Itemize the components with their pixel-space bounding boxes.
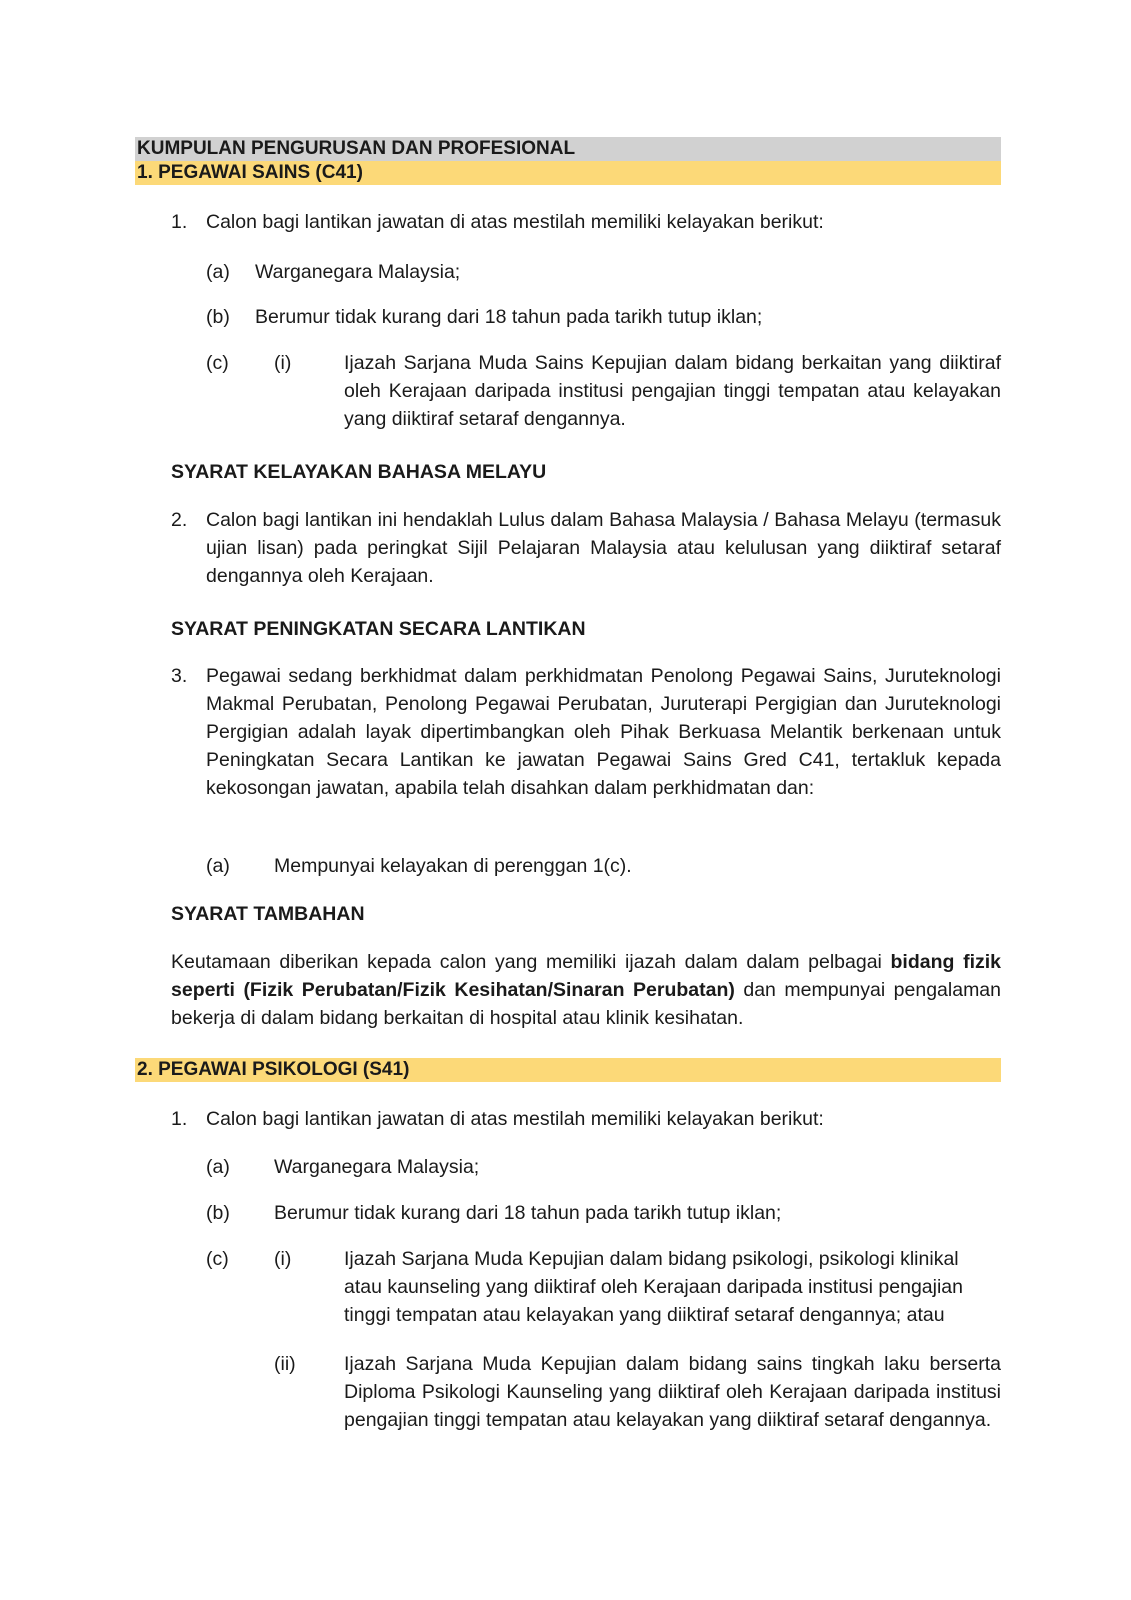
section2-title: 2. PEGAWAI PSIKOLOGI (S41) — [137, 1059, 410, 1080]
s2-a-label: (a) — [206, 1156, 230, 1178]
s2-ci-label: (i) — [274, 1248, 292, 1270]
s1-ci-label: (i) — [274, 352, 292, 374]
s1-item3-number: 3. — [171, 665, 188, 687]
group-title-bar — [135, 137, 1001, 161]
s1-a-text: Warganegara Malaysia; — [255, 261, 461, 283]
s1-extra-text-bold: bidang fizik seperti (Fizik Perubatan/Fizik Kesihatan/Sinaran Perubatan) — [171, 951, 1001, 1001]
s1-extra-text-1: Keutamaan diberikan kepada calon yang memiliki ijazah dalam dalam pelbagai — [171, 951, 891, 973]
s1-c-label: (c) — [206, 352, 229, 374]
s2-b-text: Berumur tidak kurang dari 18 tahun pada tarikh tutup iklan; — [274, 1202, 782, 1224]
s2-cii-label: (ii) — [274, 1353, 296, 1375]
s1-a-label: (a) — [206, 261, 230, 283]
s2-cii-text: Ijazah Sarjana Muda Kepujian dalam bidang sains tingkah laku berserta Diploma Psikologi Kaunseling yang diiktiraf oleh Kerajaan daripada institusi pengajian tinggi tempatan atau kelayakan yang diiktiraf setaraf dengannya. — [344, 1353, 1001, 1431]
s1-bm-heading: SYARAT KELAYAKAN BAHASA MELAYU — [171, 461, 547, 483]
s1-b-text: Berumur tidak kurang dari 18 tahun pada tarikh tutup iklan; — [255, 306, 763, 328]
s1-item3-text: Pegawai sedang berkhidmat dalam perkhidmatan Penolong Pegawai Sains, Juruteknologi Makmal Perubatan, Penolong Pegawai Perubatan, Juruterapi Pergigian dan Juruteknologi Pergigian adalah layak dipertimbangkan oleh Pihak Berkuasa Melantik berkenaan untuk Peningkatan Secara Lantikan ke jawatan Pegawai Sains Gred C41, tertakluk kepada kekosongan jawatan, apabila telah disahkan dalam perkhidmatan dan: — [206, 665, 1001, 799]
s2-item1-number: 1. — [171, 1108, 188, 1130]
section2-title-bar — [135, 1058, 1001, 1082]
s1-item2-number: 2. — [171, 509, 188, 531]
section1-title-bar — [135, 161, 1001, 185]
s1-item1-text: Calon bagi lantikan jawatan di atas mestilah memiliki kelayakan berikut: — [206, 211, 824, 233]
s1-extra-heading: SYARAT TAMBAHAN — [171, 903, 365, 925]
s1-extra-text-2: dan mempunyai pengalaman bekerja di dalam bidang berkaitan di hospital atau klinik kesihatan. — [171, 979, 1001, 1029]
s2-b-label: (b) — [206, 1202, 230, 1224]
s1-item3a-text: Mempunyai kelayakan di perenggan 1(c). — [274, 855, 632, 877]
s2-item1-text: Calon bagi lantikan jawatan di atas mestilah memiliki kelayakan berikut: — [206, 1108, 824, 1130]
section1-title: 1. PEGAWAI SAINS (C41) — [137, 162, 363, 183]
s1-ci-text: Ijazah Sarjana Muda Sains Kepujian dalam bidang berkaitan yang diiktiraf oleh Kerajaan daripada institusi pengajian tinggi tempatan atau kelayakan yang diiktiraf setaraf dengannya. — [344, 352, 1001, 430]
s1-extra-paragraph — [171, 948, 1001, 1032]
s1-promo-heading: SYARAT PENINGKATAN SECARA LANTIKAN — [171, 618, 586, 640]
s1-item3a-label: (a) — [206, 855, 230, 877]
s1-item2-text: Calon bagi lantikan ini hendaklah Lulus dalam Bahasa Malaysia / Bahasa Melayu (termasuk ujian lisan) pada peringkat Sijil Pelajaran Malaysia atau kelulusan yang diiktiraf setaraf dengannya oleh Kerajaan. — [206, 509, 1001, 587]
s1-item1-number: 1. — [171, 211, 188, 233]
s2-c-label: (c) — [206, 1248, 229, 1270]
s1-b-label: (b) — [206, 306, 230, 328]
s2-ci-text: Ijazah Sarjana Muda Kepujian dalam bidang psikologi, psikologi klinikal atau kaunseling yang diiktiraf oleh Kerajaan daripada institusi pengajian tinggi tempatan atau kelayakan yang diiktiraf setaraf dengannya; atau — [344, 1248, 964, 1326]
group-title: KUMPULAN PENGURUSAN DAN PROFESIONAL — [137, 138, 576, 159]
s2-a-text: Warganegara Malaysia; — [274, 1156, 480, 1178]
